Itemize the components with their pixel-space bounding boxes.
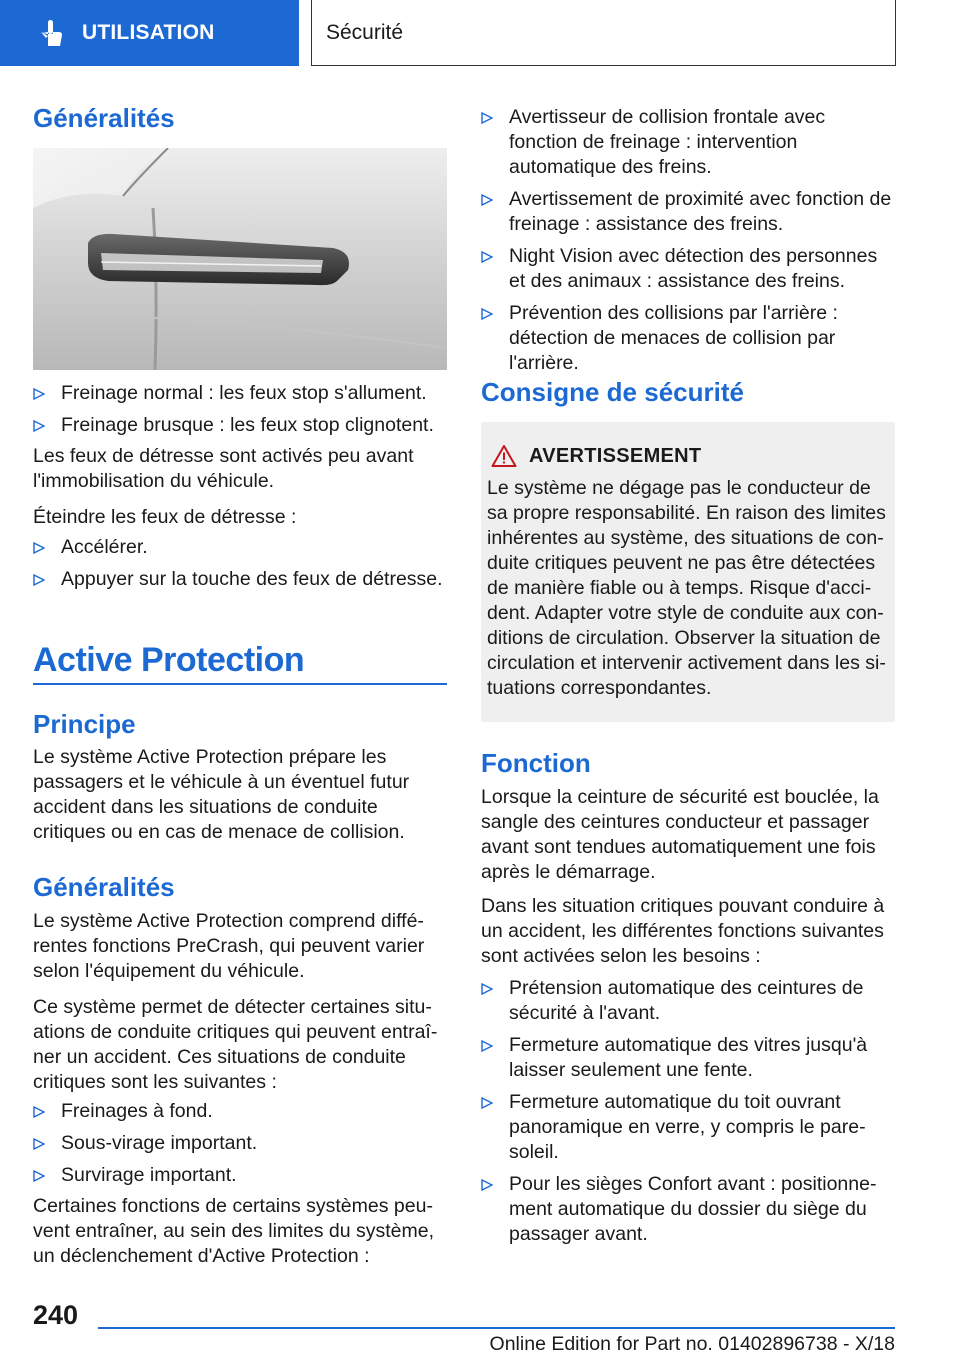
critical-situations-list — [33, 1099, 447, 1188]
triangle-bullet-icon — [481, 1097, 493, 1109]
list-item: Night Vision avec détection des personnes et des animaux : assistance des freins. — [481, 244, 894, 294]
triangle-bullet-icon — [33, 574, 45, 586]
list-item: Survirage important. — [33, 1163, 447, 1188]
triangle-bullet-icon — [33, 1170, 45, 1182]
chapter-tab[interactable] — [0, 0, 299, 66]
paragraph-certaines: Certaines fonctions de certains systèmes peuvent entraîner, au sein des limites du système, un déclenchement d'Active Protection : — [33, 1195, 435, 1267]
list-item: Fermeture automatique du toit ouvrant panoramique en verre, y compris le pare-soleil. — [481, 1090, 894, 1165]
triangle-bullet-icon — [33, 420, 45, 432]
footer-divider — [98, 1327, 895, 1329]
heading-fonction: Fonction — [481, 748, 591, 778]
list-item: Sous-virage important. — [33, 1131, 447, 1156]
triangle-bullet-icon — [481, 194, 493, 206]
paragraph-eteindre: Éteindre les feux de détresse : — [33, 506, 297, 528]
list-item: Freinage brusque : les feux stop clignotent. — [33, 413, 447, 438]
warning-title: AVERTISSEMENT — [529, 444, 702, 467]
heading-generalites: Généralités — [33, 103, 175, 133]
warning-header — [491, 444, 701, 468]
edition-text: Online Edition for Part no. 01402896738 - X/18 — [489, 1333, 895, 1355]
list-item: Avertisseur de collision frontale avec fonction de freinage : intervention automatique des freins. — [481, 105, 894, 180]
triangle-bullet-icon — [481, 308, 493, 320]
heading-principe: Principe — [33, 709, 136, 739]
list-item: Fermeture automatique des vitres jusqu'à laisser seulement une fente. — [481, 1033, 894, 1083]
list-item: Appuyer sur la touche des feux de détresse. — [33, 567, 447, 592]
rear-lamp-photo — [33, 148, 447, 370]
paragraph-fonction-1: Lorsque la ceinture de sécurité est bouclée, la sangle des ceintures conducteur et passager avant sont tendues automatiquement une fois après le démarrage. — [481, 786, 879, 883]
section-header — [311, 0, 896, 66]
paragraph-generalites-1: Le système Active Protection comprend différentes fonctions PreCrash, qui peuvent varier selon l'équipement du véhicule. — [33, 910, 425, 982]
list-item: Avertissement de proximité avec fonction de freinage : assistance des freins. — [481, 187, 894, 237]
paragraph-principe: Le système Active Protection prépare les passagers et le véhicule à un éventuel futur accident dans les situations de conduite critiques ou en cas de menace de collision. — [33, 746, 410, 843]
list-item: Prévention des collisions par l'arrière : détection de menaces de collision par l'arrière. — [481, 301, 894, 376]
warning-box — [481, 422, 895, 722]
brake-light-list — [33, 381, 447, 438]
chapter-label: UTILISATION — [82, 21, 215, 44]
warning-text: Le système ne dégage pas le conducteur de sa propre responsabilité. En raison des limites inhérentes au système, des situations de conduite critiques peuvent ne pas être détectées de manière fiable ou à temps. Risque d'accident. Adapter votre style de conduite aux conditions de circulation. Observer la situation de circulation et intervenir activement dans les situations correspondantes. — [487, 477, 886, 699]
heading-consigne: Consigne de sécurité — [481, 377, 744, 407]
triangle-bullet-icon — [481, 1040, 493, 1052]
paragraph-fonction-2: Dans les situation critiques pouvant conduire à un accident, les différentes fonctions suivantes sont activées selon les besoins : — [481, 895, 885, 967]
triangle-bullet-icon — [481, 983, 493, 995]
paragraph-detresse: Les feux de détresse sont activés peu avant l'immobilisation du véhicule. — [33, 445, 414, 492]
triangle-bullet-icon — [33, 1138, 45, 1150]
heading-generalites-2: Généralités — [33, 872, 175, 902]
list-item: Prétension automatique des ceintures de sécurité à l'avant. — [481, 976, 894, 1026]
hazard-off-list — [33, 535, 447, 592]
triangle-bullet-icon — [481, 1179, 493, 1191]
list-item: Accélérer. — [33, 535, 447, 560]
divider — [33, 683, 447, 685]
warning-triangle-icon — [491, 444, 517, 468]
list-item: Freinage normal : les feux stop s'allument. — [33, 381, 447, 406]
triangle-bullet-icon — [481, 112, 493, 124]
triangle-bullet-icon — [33, 1106, 45, 1118]
triangle-bullet-icon — [481, 251, 493, 263]
triangle-bullet-icon — [33, 542, 45, 554]
section-label: Sécurité — [326, 20, 404, 44]
precrash-functions-list — [481, 105, 894, 376]
page-number: 240 — [33, 1300, 79, 1330]
list-item: Freinages à fond. — [33, 1099, 447, 1124]
activated-functions-list — [481, 976, 894, 1247]
heading-active-protection: Active Protection — [33, 641, 305, 679]
triangle-bullet-icon — [33, 388, 45, 400]
paragraph-generalites-2: Ce système permet de détecter certaines situations de conduite critiques qui peuvent entraîner un accident. Ces situations de conduite critiques sont les suivantes : — [33, 996, 438, 1093]
list-item: Pour les sièges Confort avant : positionnement automatique du dossier du siège du passager avant. — [481, 1172, 894, 1247]
hand-pointer-icon — [34, 16, 68, 50]
